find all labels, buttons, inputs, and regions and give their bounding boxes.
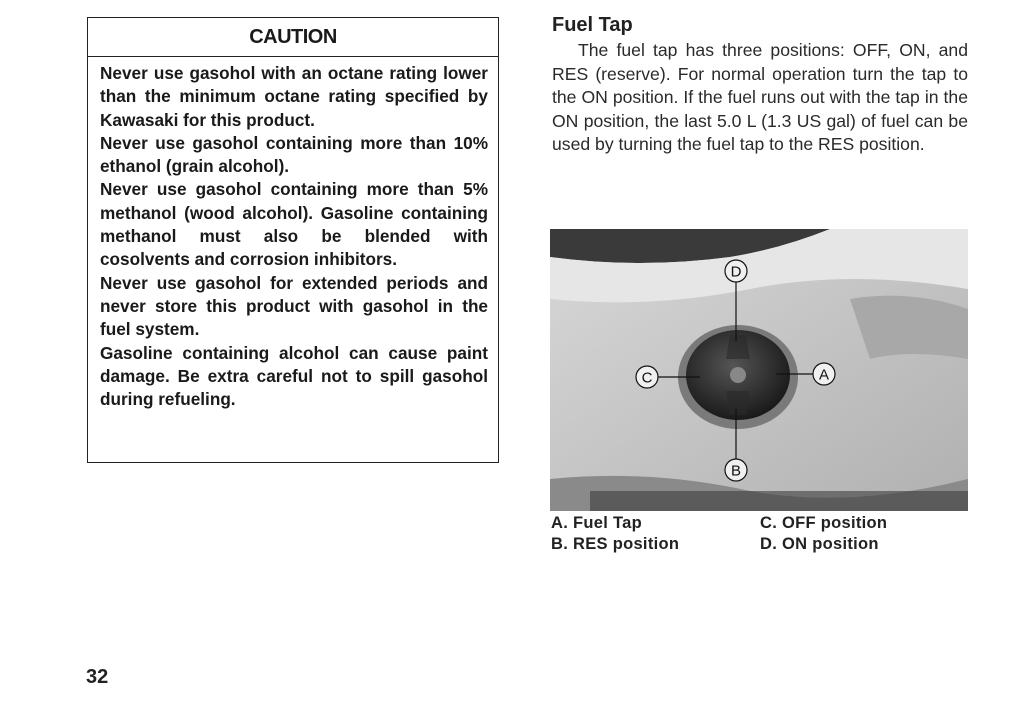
caption-d: D. ON position [760,535,879,553]
callout-c: C [641,369,653,387]
callout-a: A [818,366,830,384]
caution-paragraph: Never use gasohol containing more than 5% methanol (wood alcohol). Gasoline containing methanol must also be blended with cosolvents and corrosion inhibitors. [100,179,488,270]
section-paragraph: The fuel tap has three positions: OFF, ON, and RES (reserve). For normal operation turn the tap to the ON position. If the fuel runs out with the tap in the ON position, the last 5.0 L (1.3 US gal) of fuel can be used by turning the fuel tap to the RES position. [552,40,968,155]
caution-body [88,57,498,411]
caution-title: CAUTION [88,18,498,57]
fuel-tap-photo [550,229,968,511]
caution-paragraph: Never use gasohol containing more than 10% ethanol (grain alcohol). [100,132,488,177]
caution-paragraph: Never use gasohol with an octane rating lower than the minimum octane rating specified by Kawasaki for this product. [100,63,488,130]
section-title: Fuel Tap [552,14,633,36]
section-body [552,39,968,157]
caption-b: B. RES position [551,535,680,553]
caution-paragraph: Gasoline containing alcohol can cause paint damage. Be extra careful not to spill gasohol during refueling. [100,342,488,410]
callout-d: D [730,263,742,281]
callout-b: B [730,462,742,480]
caption-c: C. OFF position [760,514,888,532]
page-number: 32 [86,666,109,688]
caption-a: A. Fuel Tap [551,514,642,532]
caution-paragraph: Never use gasohol for extended periods and never store this product with gasohol in the fuel system. [100,272,488,340]
caution-box [87,17,499,463]
